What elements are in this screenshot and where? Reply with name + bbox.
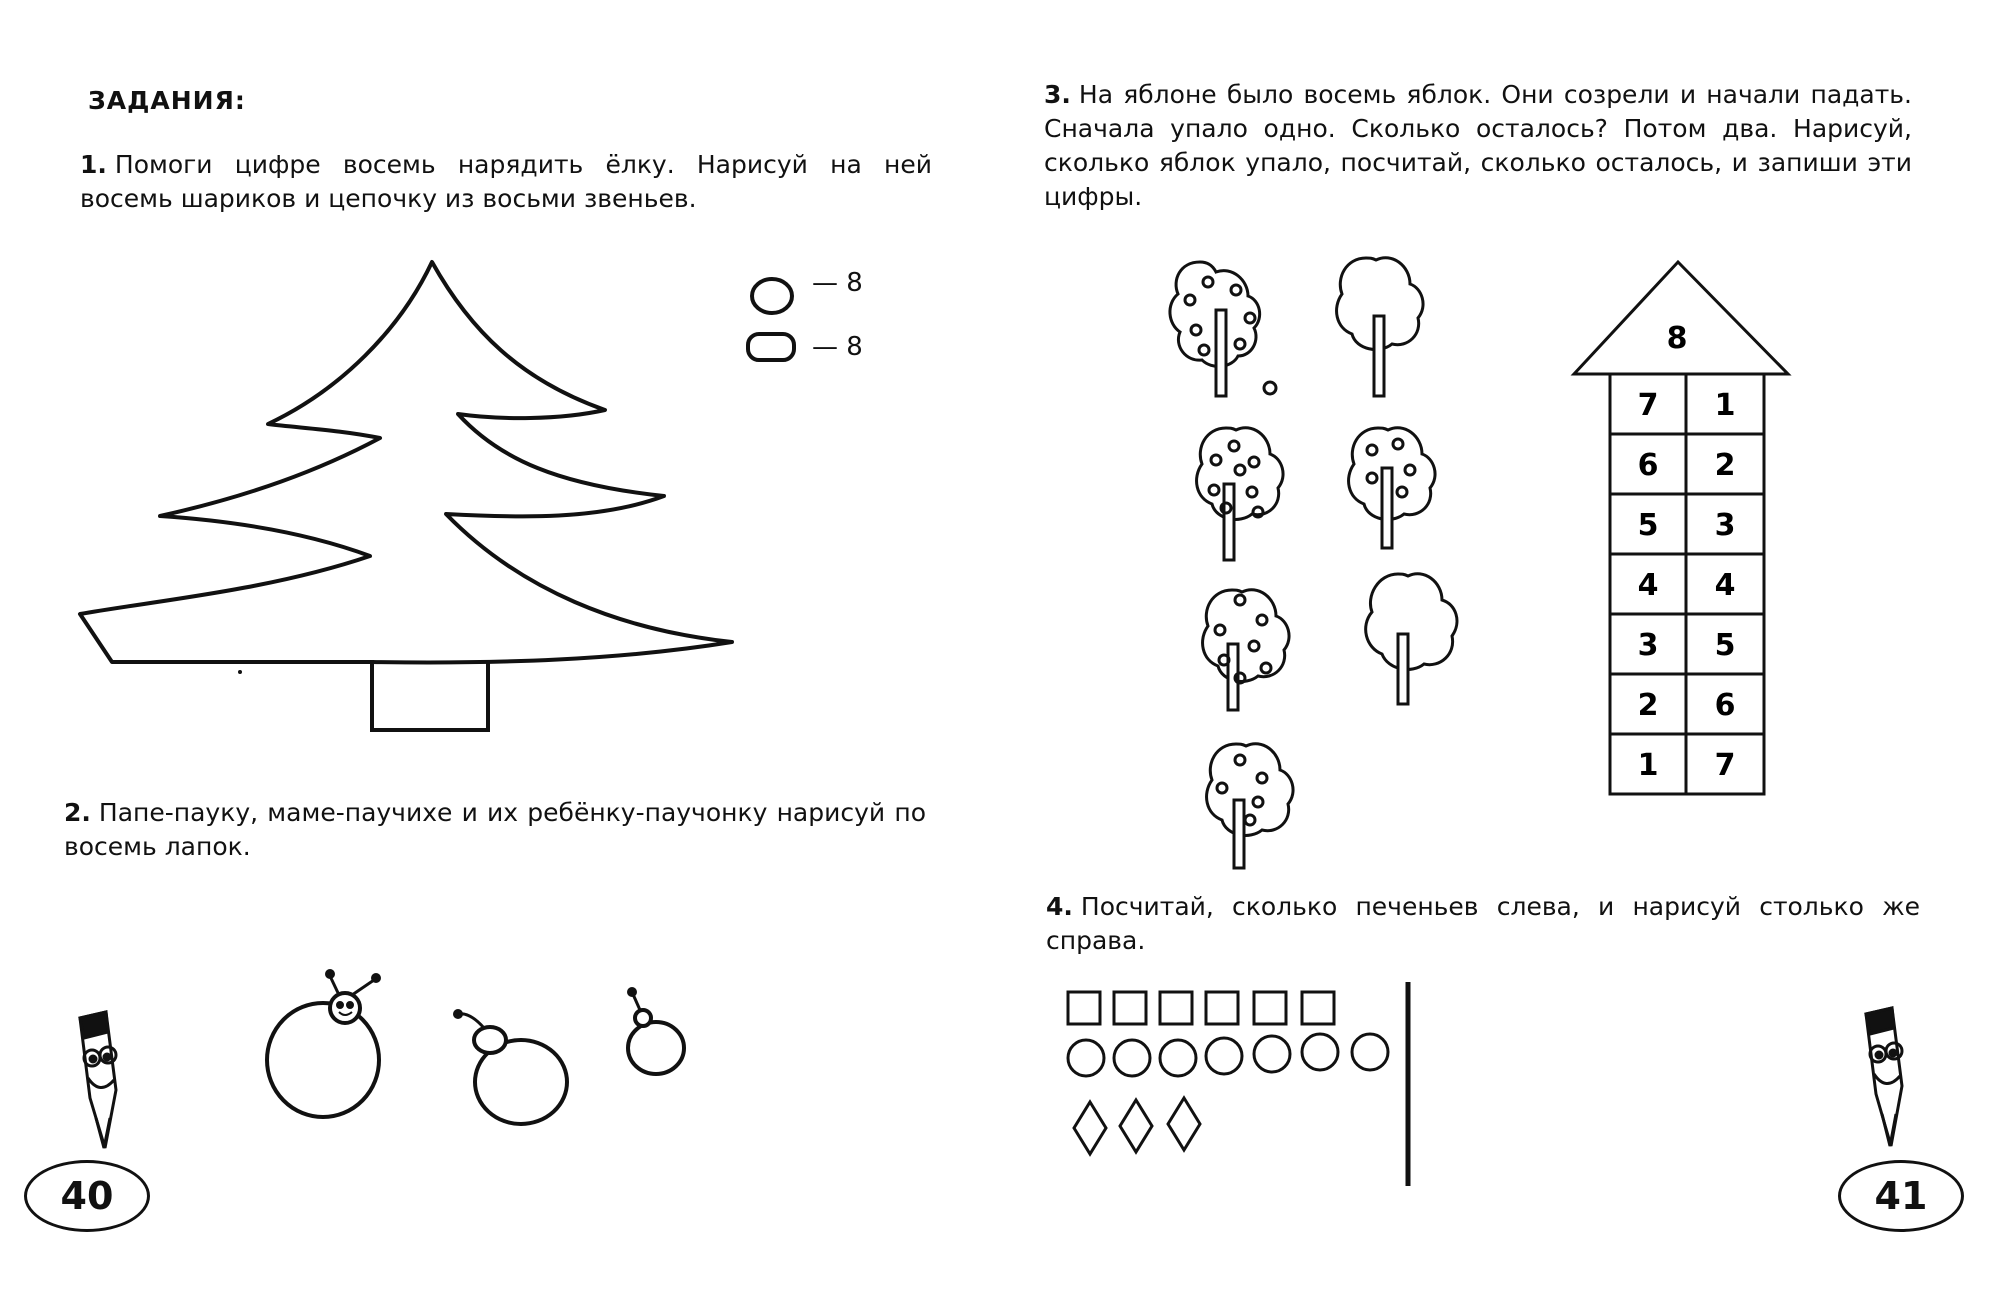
house-cell-number: 2 [1714, 448, 1736, 483]
christmas-tree-trunk [372, 660, 488, 730]
task-4 [1046, 890, 1920, 958]
legend-link-count: — 8 [812, 332, 863, 362]
apple-tree-3 [1197, 428, 1284, 560]
page-number-right: 41 [1838, 1160, 1964, 1232]
task-1-number: 1. [80, 150, 107, 179]
cookie-circles [1068, 1034, 1388, 1076]
rounded-rect-icon [748, 334, 794, 360]
pencil-mascot-icon [1866, 1008, 1902, 1146]
task-3-text: На яблоне было восемь яблок. Они созрели и начали падать. Сначала упало одно. Сколько осталось? Потом два. Нарисуй, сколько яблок упало, посчитай, сколько осталось, и запиши эти цифры. [1044, 80, 1912, 211]
cookie-diamonds [1074, 1098, 1200, 1154]
pencil-mascot-icon [80, 1012, 116, 1148]
christmas-tree-outline [80, 262, 732, 662]
house-roof [1574, 262, 1788, 374]
spider-baby [628, 989, 684, 1074]
house-cell-number: 7 [1714, 748, 1736, 783]
legend-circle-count: — 8 [812, 268, 863, 298]
apple-tree-6 [1366, 574, 1457, 704]
house-cell-number: 1 [1714, 388, 1736, 423]
house-cell-number: 3 [1714, 508, 1736, 543]
spider-dad [267, 971, 379, 1117]
house-cell-number: 6 [1714, 688, 1736, 723]
house-roof-number: 8 [1666, 321, 1688, 356]
circle-icon [752, 279, 792, 313]
task-1-text: Помоги цифре восемь нарядить ёлку. Нарисуй на ней восемь шариков и цепочку из восьми звеньев. [80, 150, 932, 213]
house-cell-number: 4 [1714, 568, 1736, 603]
page-number-left: 40 [24, 1160, 150, 1232]
spider-mom [455, 1011, 567, 1124]
house-cell-number: 5 [1714, 628, 1736, 663]
task-2 [64, 796, 926, 864]
right-illustrations [1000, 0, 2000, 1312]
house-cell-number: 6 [1637, 448, 1659, 483]
house-cell-number: 5 [1637, 508, 1659, 543]
tasks-heading: ЗАДАНИЯ: [88, 86, 246, 115]
cookie-squares [1068, 992, 1334, 1024]
task-3-number: 3. [1044, 80, 1071, 109]
apple-tree-2 [1337, 258, 1424, 396]
task-4-number: 4. [1046, 892, 1073, 921]
right-page [1000, 0, 2000, 1312]
task-2-number: 2. [64, 798, 91, 827]
house-cell-number: 2 [1637, 688, 1659, 723]
task-2-text: Папе-пауку, маме-паучихе и их ребёнку-паучонку нарисуй по восемь лапок. [64, 798, 926, 861]
house-cell-number: 4 [1637, 568, 1659, 603]
stray-dot [238, 670, 242, 674]
apple-tree-1 [1170, 262, 1276, 396]
apple-tree-4 [1349, 428, 1436, 548]
task-4-text: Посчитай, сколько печеньев слева, и нарисуй столько же справа. [1046, 892, 1920, 955]
house-cell-number: 1 [1637, 748, 1659, 783]
house-cell-number: 3 [1637, 628, 1659, 663]
apple-tree-5 [1203, 590, 1290, 710]
house-cell-number: 7 [1637, 388, 1659, 423]
apple-tree-7 [1207, 744, 1294, 868]
